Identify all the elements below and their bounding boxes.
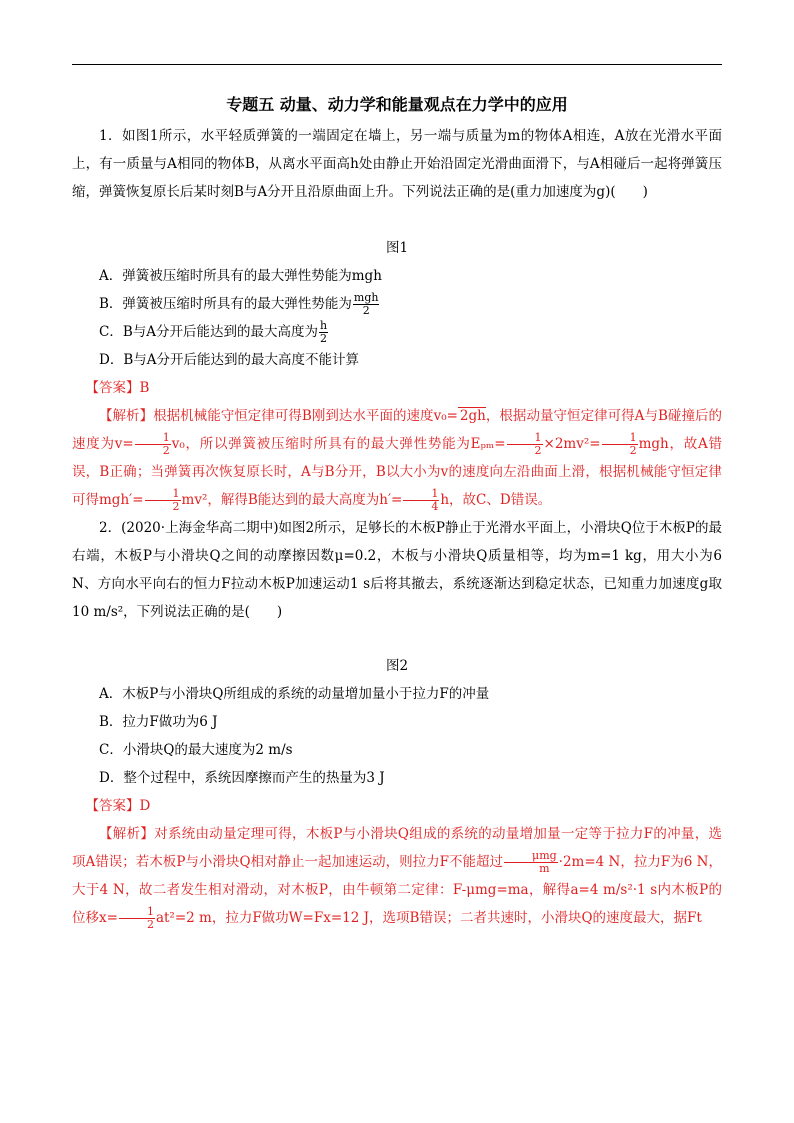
q1-option-b: B．弹簧被压缩时所具有的最大弹性势能为 mgh 2 (99, 291, 379, 317)
question-1-stem: 1．如图1所示，水平轻质弹簧的一端固定在墙上，另一端与质量为m的物体A相连，A放在光滑水平面上，有一质量与A相同的物体B，从离水平面高h处由静止开始沿固定光滑曲面滑下，与A相碰后一起将弹簧压缩，弹簧恢复原长后某时刻B与A分开且沿原曲面上升。下列说法正确的是(重力加速度为g)( ) (72, 128, 722, 200)
fraction-mgh-over-2: mgh 2 (353, 291, 379, 317)
q1-option-c: C．B与A分开后能达到的最大高度为 $\frac{h}{2}$ (99, 319, 328, 345)
q2-answer: 【答案】D (85, 798, 151, 814)
q2-option-d: D．整个过程中，系统因摩擦而产生的热量为3 J (99, 770, 385, 786)
sqrt-2gh: 2gh (459, 408, 486, 424)
q2-option-c: C．小滑块Q的最大速度为2 m/s (99, 742, 293, 758)
q1-option-d: D．B与A分开后能达到的最大高度不能计算 (99, 352, 359, 368)
fraction-h-over-2: $\frac{h}{2}$ (320, 319, 328, 345)
document-page (72, 90, 722, 932)
figure-2-caption: 图2 (385, 658, 409, 674)
page-title: 专题五 动量、动力学和能量观点在力学中的应用 (226, 95, 568, 114)
q2-analysis: 【解析】对系统由动量定理可得，木板P与小滑块Q组成的系统的动量增加量一定等于拉力F的冲量，选项A错误；若木板P与小滑块Q相对静止一起加速运动，则拉力F不能超过 μmg m ·2m=4 N，拉力F为6 N，大于4 N，故二者发生相对滑动，对木板P，由牛顿第二定律：F-μmg=ma，解得a=4 m/s²·1 s内木板P的位移x= $\frac{1}{2}$ at²=2 m，拉力F做功W=Fx=12 J，选项B错误；二者共速时，小滑块Q的速度最大，据Ft (72, 826, 722, 931)
question-2-stem: 2．(2020·上海金华高二期中)如图2所示，足够长的木板P静止于光滑水平面上，小滑块Q位于木板P的最右端，木板P与小滑块Q之间的动摩擦因数μ=0.2，木板与小滑块Q质量相等，均为m=1 kg，用大小为6 N、方向水平向右的恒力F拉动木板P加速运动1 s后将其撤去，系统逐渐达到稳定状态，已知重力加速度g取10 m/s²，下列说法正确的是( ) (72, 520, 722, 620)
q2-option-b: B．拉力F做功为6 J (99, 714, 218, 730)
q1-answer: 【答案】B (85, 380, 150, 396)
fraction-umg-over-m: μmg m (504, 850, 558, 875)
q2-option-a: A．木板P与小滑块Q所组成的系统的动量增加量小于拉力F的冲量 (99, 686, 490, 702)
q1-option-a: A．弹簧被压缩时所具有的最大弹性势能为mgh (99, 268, 382, 284)
header-rule (72, 64, 722, 65)
figure-1-caption: 图1 (385, 240, 409, 256)
q1-analysis: 【解析】根据机械能守恒定律可得B刚到达水平面的速度v₀= 2gh，根据动量守恒定律可得A与B碰撞后的速度为v= $\frac{1}{2}$ v₀，所以弹簧被压缩时所具有的最大弹性势能为Eₚₘ= $\frac{1}{2}$ ×2mv²= $\frac{1}{2}$ mgh，故A错误，B正确；当弹簧再次恢复原长时，A与B分开，B以大小为v的速度向左沿曲面上滑，根据机械能守恒定律可得mgh′= $\frac{1}{2}$ mv²，解得B能达到的最大高度为h′= $\frac{1}{4}$ h，故C、D错误。 (72, 408, 722, 513)
